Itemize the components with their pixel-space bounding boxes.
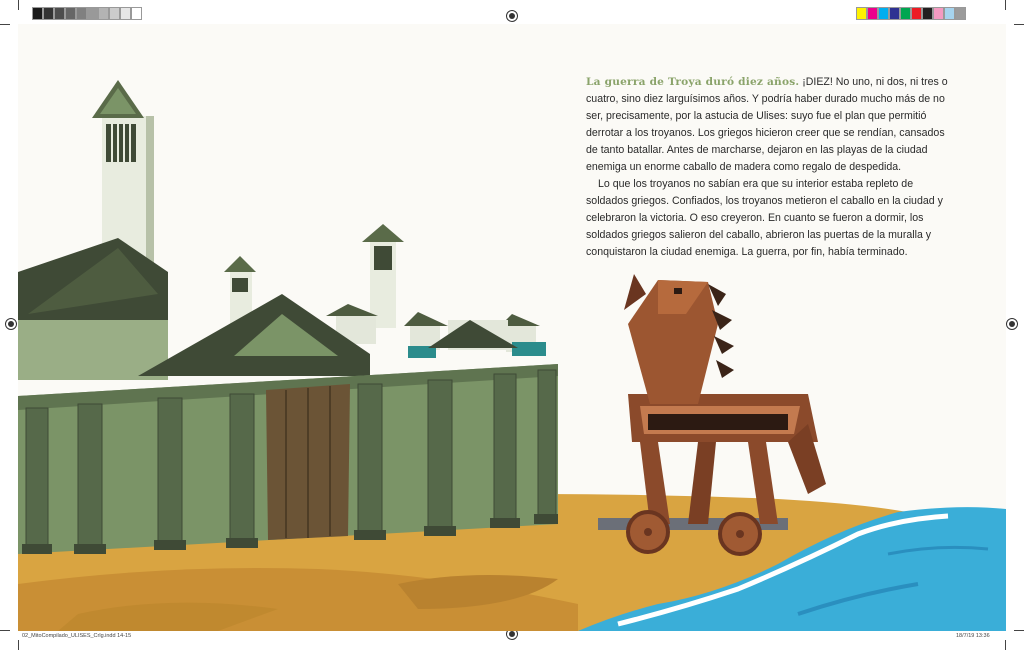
color-swatch	[889, 7, 900, 20]
color-swatch	[878, 7, 889, 20]
crop-mark	[1014, 24, 1024, 25]
crop-mark	[1005, 0, 1006, 10]
gray-swatch	[109, 7, 120, 20]
registration-mark-right	[1006, 318, 1018, 330]
gray-swatch	[76, 7, 87, 20]
color-swatch	[856, 7, 867, 20]
registration-mark-top	[506, 10, 518, 22]
color-swatch	[933, 7, 944, 20]
registration-mark-left	[5, 318, 17, 330]
story-text	[586, 74, 958, 261]
crop-mark	[18, 640, 19, 650]
paragraph-2: Lo que los troyanos no sabían era que su interior estaba repleto de soldados griegos. Confiados, los troyanos metieron el caballo en la ciudad y celebraron la victoria. O eso creyeron. En cuanto se fueron a dormir, los soldados griegos salieron del caballo, abrieron las puertas de la muralla y conquistaron la ciudad enemiga. La guerra, por fin, había terminado.	[586, 178, 943, 258]
slug-file-name: 02_MitoCompilado_ULISES_Crlg.indd 14-15	[22, 633, 132, 639]
crop-mark	[0, 630, 10, 631]
gray-swatch	[87, 7, 98, 20]
paragraph-1	[586, 74, 958, 176]
paragraph-1-body: ¡DIEZ! No uno, ni dos, ni tres o cuatro, sino diez larguísimos años. Y podría haber durado mucho más de no ser, precisamente, por la astucia de Ulises: suyo fue el plan que permitió derrotar a los troyanos. Los griegos hicieron creer que se rendían, cansados de tanto batallar. Antes de marcharse, dejaron en las playas de la ciudad enemiga un enorme caballo de madera como regalo de despedida.	[586, 76, 948, 173]
gray-swatch	[120, 7, 131, 20]
slug-timestamp: 18/7/19 13:36	[956, 633, 990, 639]
gray-swatch	[98, 7, 109, 20]
gray-swatch	[32, 7, 43, 20]
gray-swatch	[54, 7, 65, 20]
gray-swatch	[65, 7, 76, 20]
chapter-opening-title: La guerra de Troya duró diez años.	[586, 76, 800, 88]
crop-mark	[1014, 630, 1024, 631]
gray-swatch	[43, 7, 54, 20]
crop-mark	[1005, 640, 1006, 650]
gray-swatch	[131, 7, 142, 20]
color-swatch	[922, 7, 933, 20]
color-bar	[856, 7, 966, 20]
color-swatch	[955, 7, 966, 20]
crop-mark	[0, 24, 10, 25]
crop-mark	[18, 0, 19, 10]
color-swatch	[944, 7, 955, 20]
book-spread	[18, 24, 1006, 631]
grayscale-bar	[32, 7, 142, 20]
color-swatch	[911, 7, 922, 20]
color-swatch	[867, 7, 878, 20]
color-swatch	[900, 7, 911, 20]
